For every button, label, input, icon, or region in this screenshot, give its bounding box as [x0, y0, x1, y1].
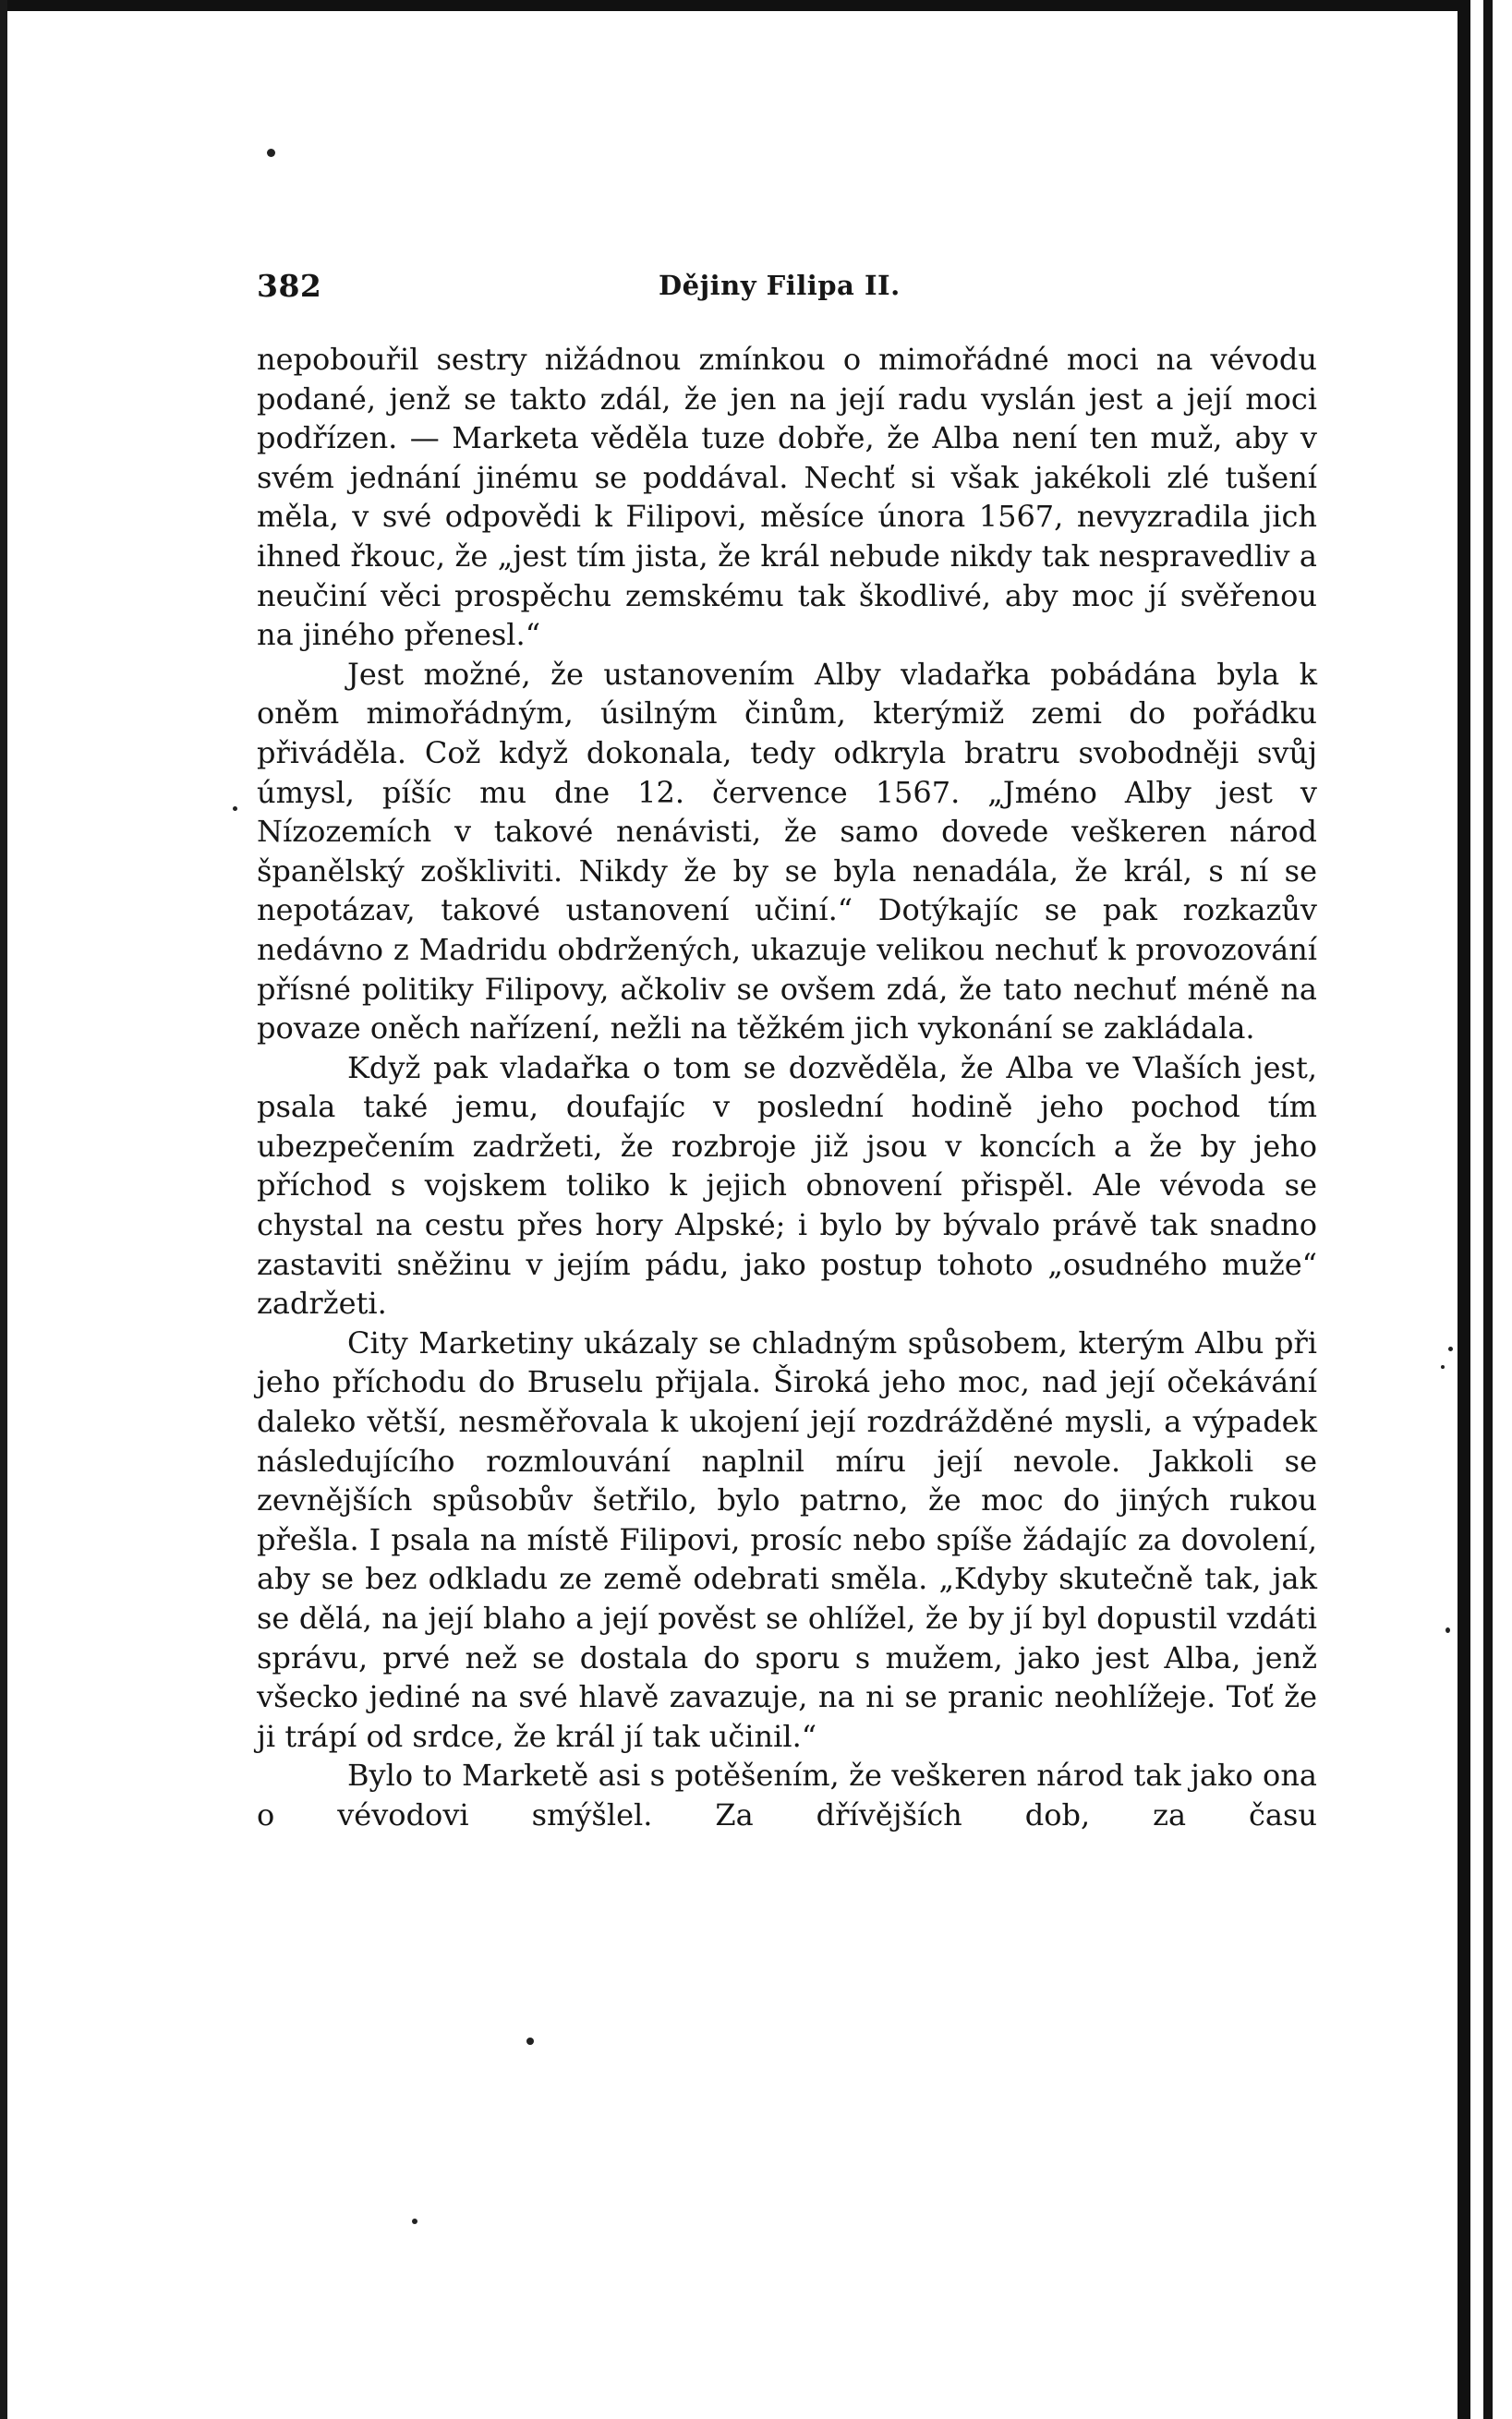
page-header [257, 268, 1319, 307]
body-text [257, 340, 1317, 1835]
paragraph: Bylo to Marketě asi s potěšením, že veškeren národ tak jako ona o vévodovi smýšlel. Za dřívějších dob, za času [257, 1758, 1317, 1832]
speck-mark [1441, 1365, 1445, 1369]
speck-mark [267, 149, 275, 157]
left-scan-edge [0, 0, 7, 2419]
speck-mark [233, 806, 237, 811]
running-title: Dějiny Filipa II. [659, 270, 901, 301]
right-scan-border [1458, 0, 1512, 2419]
speck-mark [1445, 1627, 1450, 1633]
paragraph: Jest možné, že ustanovením Alby vladařka pobádána byla k oněm mimořádným, úsilným činům, kterýmiž zemi do pořádku přiváděla. Což když dokonala, tedy odkryla bratru svobodněji svůj úmysl, píšíc mu dne 12. července 1567. „Jméno Alby jest v Nízozemích v takové nenávisti, že samo dovede veškeren národ španělský zoškliviti. Nikdy že by se byla nenadála, že král, s ní se nepotázav, takové ustanovení učiní.“ Dotýkajíc se pak rozkazův nedávno z Madridu obdržených, ukazuje velikou nechuť k provozování přísné politiky Filipovy, ačkoliv se ovšem zdá, že tato nechuť méně na povaze oněch nařízení, nežli na těžkém jich vykonání se zakládala. [257, 656, 1317, 1046]
top-scan-edge [0, 0, 1512, 11]
speck-mark [526, 2038, 534, 2045]
paragraph: City Marketiny ukázaly se chladným spůsobem, kterým Albu při jeho příchodu do Bruselu přijala. Široká jeho moc, nad její očekávání daleko větší, nesměřovala k ukojení její rozdrážděné mysli, a výpadek následujícího rozmlouvání naplnil míru její nevole. Jakkoli se zevnějších spůsobův šetřilo, bylo patrno, že moc do jiných rukou přešla. I psala na místě Filipovi, prosíc nebo spíše žádajíc za dovolení, aby se bez odkladu ze země odebrati směla. „Kdyby skutečně tak, jak se dělá, na její blaho a její pověst se ohlížel, že by jí byl dopustil vzdáti správu, prvé než se dostala do sporu s mužem, jako jest Alba, jenž všecko jediné na své hlavě zavazuje, na ni se pranic neohlížeje. Toť že ji trápí od srdce, že král jí tak učinil.“ [257, 1324, 1317, 1754]
paragraph: Když pak vladařka o tom se dozvěděla, že Alba ve Vlaších jest, psala také jemu, doufajíc v poslední hodině jeho pochod tím ubezpečením zadržeti, že rozbroje již jsou v koncích a že by jeho příchod s vojskem toliko k jejich obnovení přispěl. Ale vévoda se chystal na cestu přes hory Alpské; i bylo by bývalo právě tak snadno zastaviti sněžinu v jejím pádu, jako postup tohoto „osudného muže“ zadržeti. [257, 1049, 1317, 1322]
page-number: 382 [257, 268, 322, 304]
speck-mark [412, 2219, 417, 2224]
speck-mark [1448, 1347, 1453, 1351]
paragraph: nepobouřil sestry nižádnou zmínkou o mimořádné moci na vévodu podané, jenž se takto zdál, že jen na její radu vyslán jest a její moci podřízen. — Marketa věděla tuze dobře, že Alba není ten muž, aby v svém jednání jinému se poddával. Nechť si však jakékoli zlé tušení měla, v své odpovědi k Filipovi, měsíce února 1567, nevyzradila jich ihned řkouc, že „jest tím jista, že král nebude nikdy tak nespravedliv a neučiní věci prospěchu zemskému tak škodlivé, aby moc jí svěřenou na jiného přenesl.“ [257, 342, 1317, 653]
